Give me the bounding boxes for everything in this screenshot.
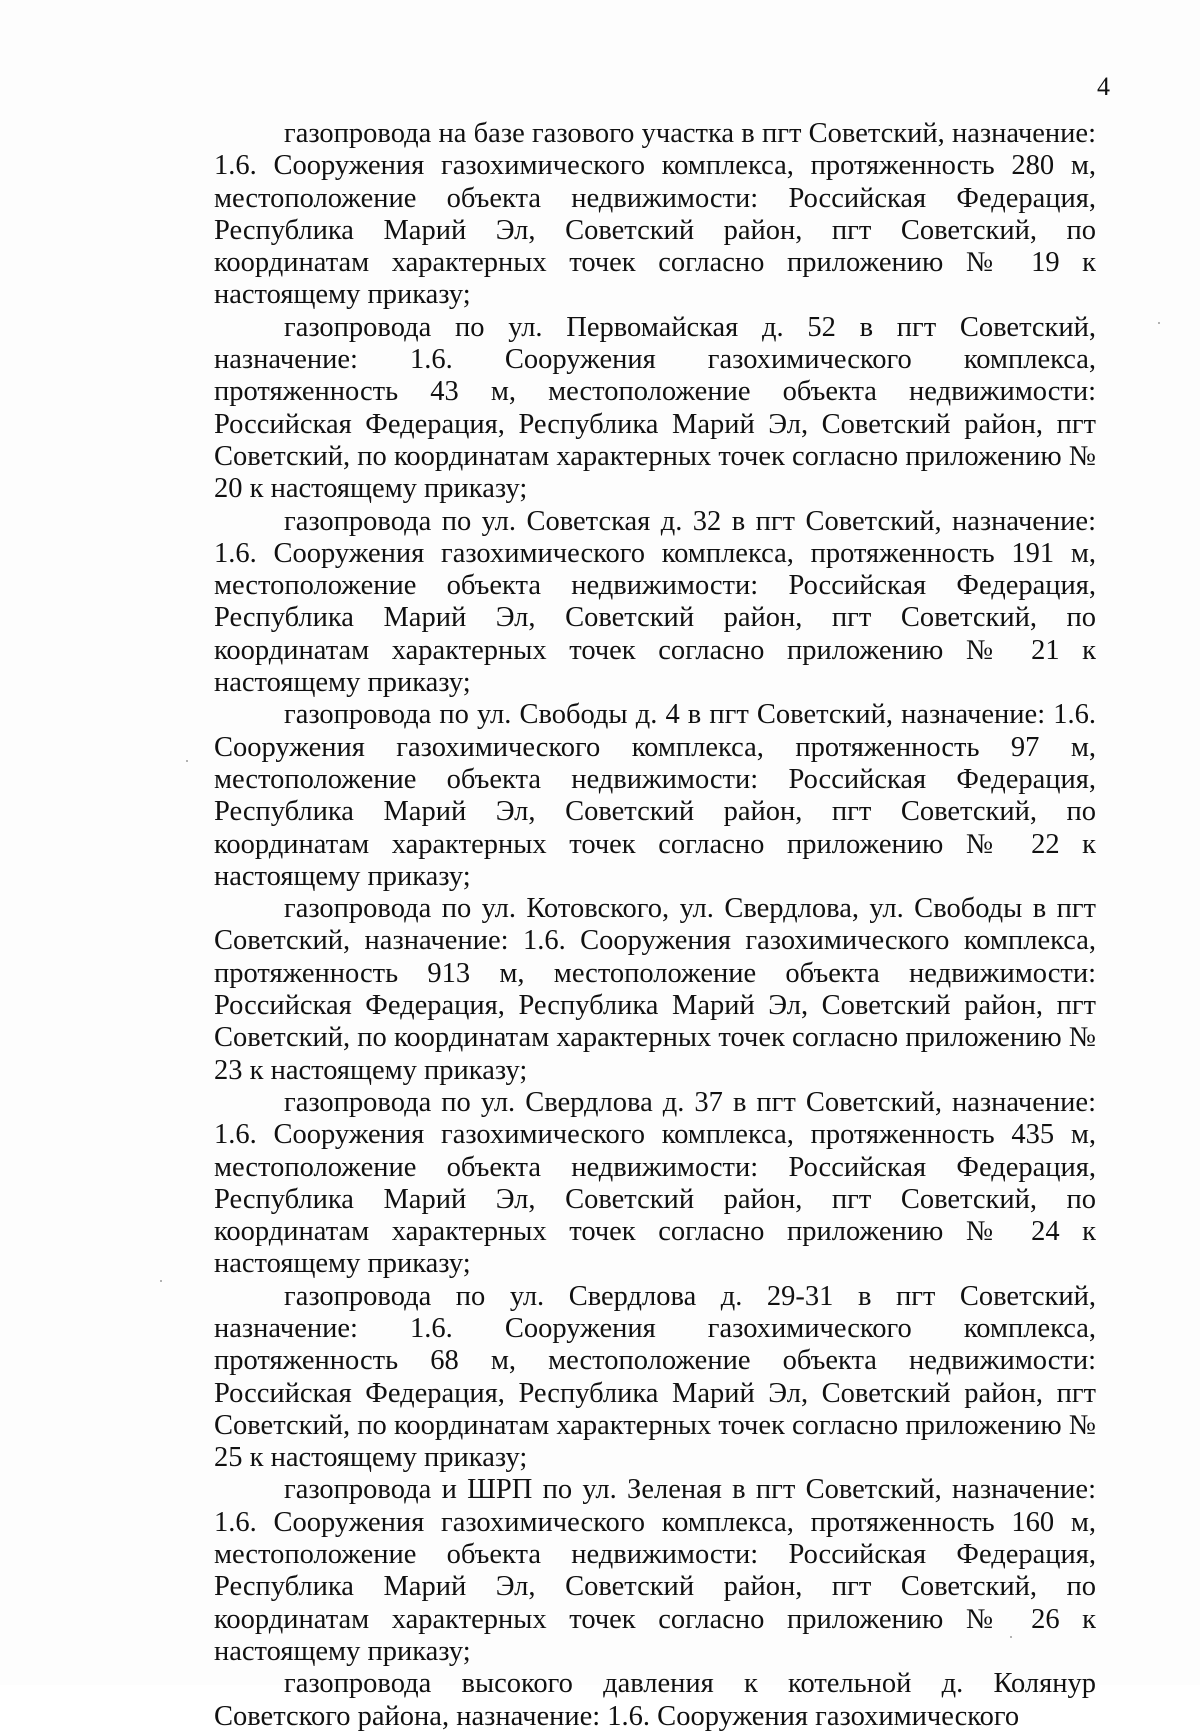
scan-speck — [186, 760, 188, 762]
paragraph-kolyanur-boiler-pipeline: газопровода высокого давления к котельной д. Колянур Советского района, назначение: 1.6. Сооружения газохимического — [214, 1668, 1096, 1732]
paragraph-appendix-25: газопровода по ул. Свердлова д. 29-31 в пгт Советский, назначение: 1.6. Сооружения газохимического комплекса, протяженность 68 м, местоположение объекта недвижимости: Российская Федерация, Республика Марий Эл, Советский район, пгт Советский, по координатам характерных точек согласно приложению № 25 к настоящему приказу; — [214, 1280, 1096, 1474]
paragraph-appendix-20: газопровода по ул. Первомайская д. 52 в пгт Советский, назначение: 1.6. Сооружения газохимического комплекса, протяженность 43 м, местоположение объекта недвижимости: Российская Федерация, Республика Марий Эл, Советский район, пгт Советский, по координатам характерных точек согласно приложению № 20 к настоящему приказу; — [214, 311, 1096, 505]
paragraph-appendix-26: газопровода и ШРП по ул. Зеленая в пгт Советский, назначение: 1.6. Сооружения газохимического комплекса, протяженность 160 м, местоположение объекта недвижимости: Российская Федерация, Республика Марий Эл, Советский район, пгт Советский, по координатам характерных точек согласно приложению № 26 к настоящему приказу; — [214, 1474, 1096, 1667]
paragraph-appendix-24: газопровода по ул. Свердлова д. 37 в пгт Советский, назначение: 1.6. Сооружения газохимического комплекса, протяженность 435 м, местоположение объекта недвижимости: Российская Федерация, Республика Марий Эл, Советский район, пгт Советский, по координатам характерных точек согласно приложению № 24 к настоящему приказу; — [214, 1086, 1096, 1280]
scan-speck — [160, 1280, 162, 1282]
page-number: 4 — [1097, 72, 1110, 101]
paragraph-appendix-23: газопровода по ул. Котовского, ул. Свердлова, ул. Свободы в пгт Советский, назначение: 1.6. Сооружения газохимического комплекса, протяженность 913 м, местоположение объекта недвижимости: Российская Федерация, Республика Марий Эл, Советский район, пгт Советский, по координатам характерных точек согласно приложению № 23 к настоящему приказу; — [214, 893, 1096, 1086]
scan-speck — [1158, 322, 1160, 324]
paragraph-appendix-21: газопровода по ул. Советская д. 32 в пгт Советский, назначение: 1.6. Сооружения газохимического комплекса, протяженность 191 м, местоположение объекта недвижимости: Российская Федерация, Республика Марий Эл, Советский район, пгт Советский, по координатам характерных точек согласно приложению № 21 к настоящему приказу; — [214, 505, 1096, 699]
paragraph-appendix-22: газопровода по ул. Свободы д. 4 в пгт Советский, назначение: 1.6. Сооружения газохимического комплекса, протяженность 97 м, местоположение объекта недвижимости: Российская Федерация, Республика Марий Эл, Советский район, пгт Советский, по координатам характерных точек согласно приложению № 22 к настоящему приказу; — [214, 699, 1096, 892]
paragraph-appendix-19: газопровода на базе газового участка в пгт Советский, назначение: 1.6. Сооружения газохимического комплекса, протяженность 280 м, местоположение объекта недвижимости: Российская Федерация, Республика Марий Эл, Советский район, пгт Советский, по координатам характерных точек согласно приложению № 19 к настоящему приказу; — [214, 118, 1096, 311]
scan-speck — [1010, 1636, 1012, 1638]
document-body — [214, 118, 1096, 1733]
